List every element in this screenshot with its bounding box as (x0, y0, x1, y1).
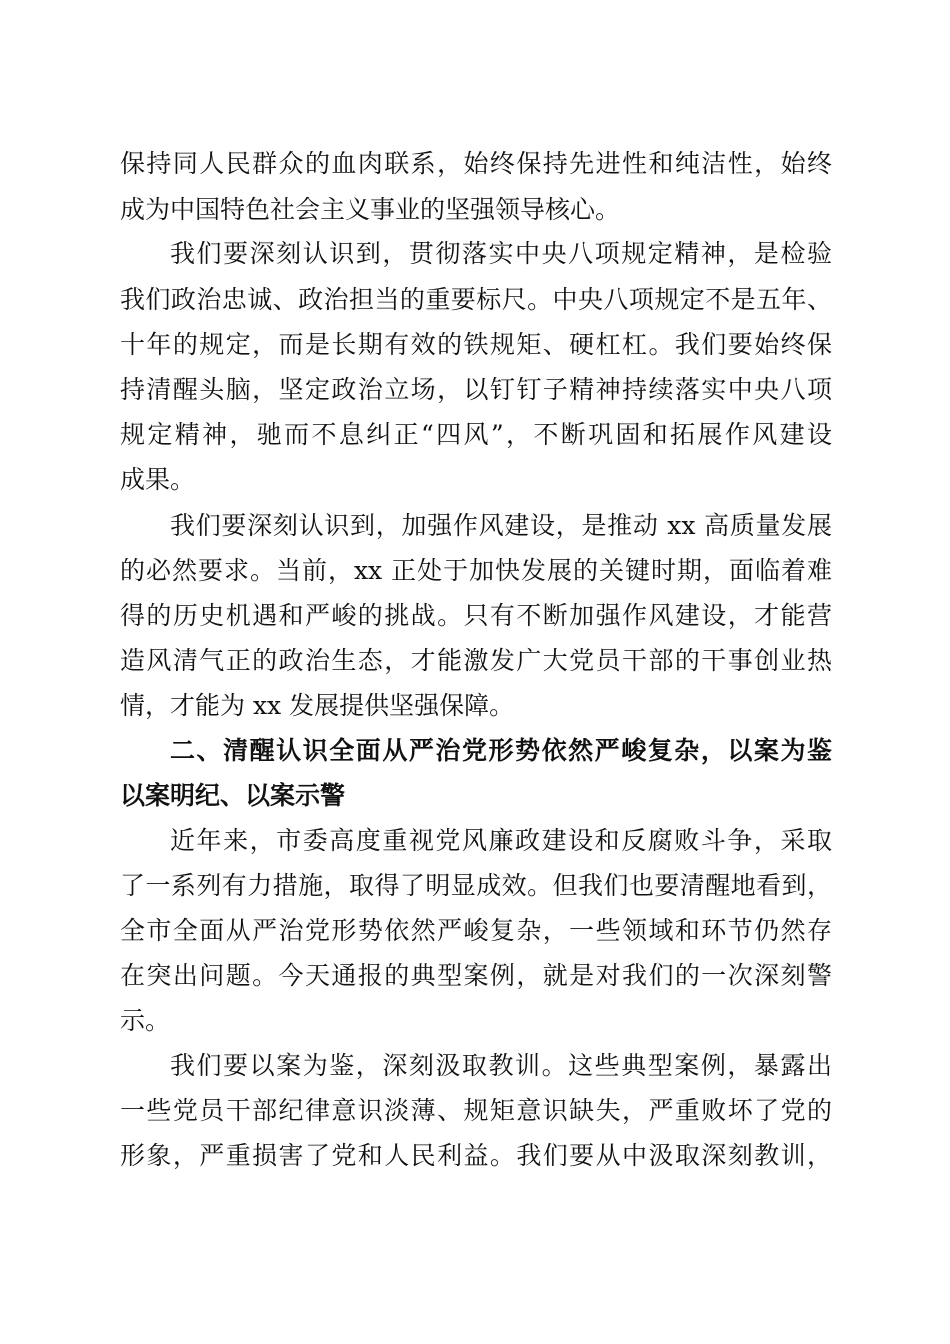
text-line: 在突出问题。今天通报的典型案例，就是对我们的一次深刻警 (120, 961, 832, 990)
section-heading: 二、清醒认识全面从严治党形势依然严峻复杂，以案为鉴 (170, 736, 832, 765)
text-line: 保持同人民群众的血肉联系，始终保持先进性和纯洁性，始终 (120, 149, 832, 178)
text-line: 形象，严重损害了党和人民利益。我们要从中汲取深刻教训， (120, 1141, 832, 1170)
text-line: 我们要深刻认识到，贯彻落实中央八项规定精神，是检验 (170, 239, 832, 268)
text-line: 规定精神，驰而不息纠正“四风”，不断巩固和拓展作风建设 (120, 420, 832, 449)
text-line: 情，才能为 xx 发展提供坚强保障。 (120, 691, 515, 720)
text-line: 我们要以案为鉴，深刻汲取教训。这些典型案例，暴露出 (170, 1051, 832, 1080)
text-line: 全市全面从严治党形势依然严峻复杂，一些领域和环节仍然存 (120, 916, 832, 945)
text-line: 持清醒头脑，坚定政治立场，以钉钉子精神持续落实中央八项 (120, 375, 832, 404)
section-heading: 以案明纪、以案示警 (120, 781, 346, 810)
text-line: 示。 (120, 1006, 171, 1035)
text-line: 我们政治忠诚、政治担当的重要标尺。中央八项规定不是五年、 (120, 285, 832, 314)
text-line: 近年来，市委高度重视党风廉政建设和反腐败斗争，采取 (170, 826, 832, 855)
text-line: 成为中国特色社会主义事业的坚强领导核心。 (120, 195, 621, 224)
text-line: 我们要深刻认识到，加强作风建设，是推动 xx 高质量发展 (170, 511, 832, 540)
text-line: 得的历史机遇和严峻的挑战。只有不断加强作风建设，才能营 (120, 601, 832, 630)
text-line: 的必然要求。当前，xx 正处于加快发展的关键时期，面临着难 (120, 556, 832, 585)
text-line: 造风清气正的政治生态，才能激发广大党员干部的干事创业热 (120, 646, 832, 675)
text-line: 一些党员干部纪律意识淡薄、规矩意识缺失，严重败坏了党的 (120, 1096, 832, 1125)
text-line: 了一系列有力措施，取得了明显成效。但我们也要清醒地看到， (120, 871, 832, 900)
text-line: 十年的规定，而是长期有效的铁规矩、硬杠杠。我们要始终保 (120, 330, 832, 359)
text-line: 成果。 (120, 465, 196, 494)
